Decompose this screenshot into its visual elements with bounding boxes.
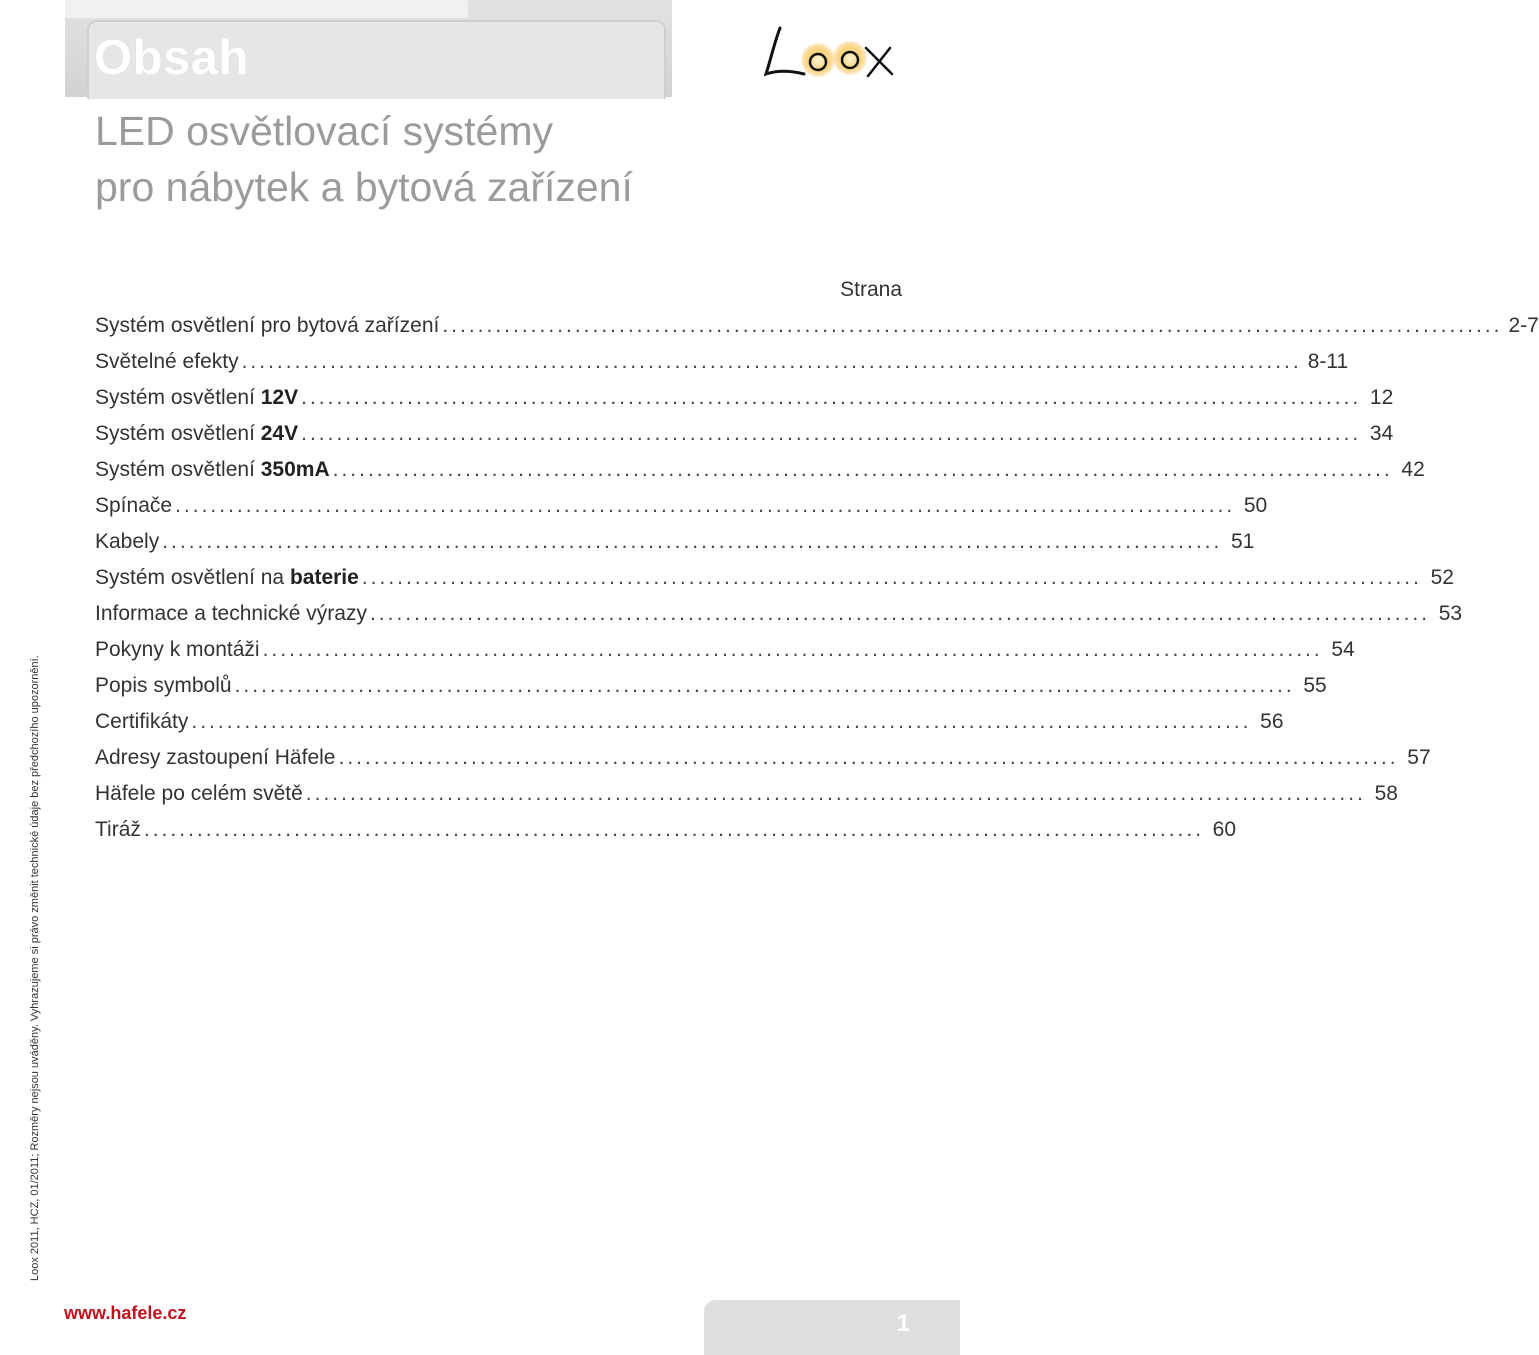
toc-entry-title-emphasis: 24V (260, 422, 299, 445)
page-number: 1 (896, 1310, 910, 1337)
toc-dot-leader: ........................................................................................................................ (301, 386, 1362, 409)
toc-dot-leader: ........................................................................................................................ (305, 782, 1366, 805)
toc-entry-title-text: Pokyny k montáži (95, 638, 260, 661)
toc-entry[interactable] (95, 416, 1394, 452)
toc-entry-title (95, 452, 330, 488)
toc-entry-title (95, 776, 303, 812)
toc-entry-title (95, 524, 159, 560)
toc-entry-page: 58 (1374, 782, 1398, 805)
toc-entry-title-emphasis: 350mA (260, 458, 330, 481)
toc-entry-title-text: Häfele po celém světě (95, 782, 303, 805)
toc-entry-title (95, 488, 172, 524)
loox-logo-icon (758, 22, 898, 82)
toc-entry-title-text: Systém osvětlení (95, 386, 261, 409)
toc-entry-page: 60 (1212, 818, 1237, 841)
toc-entry-page: 2-7 (1508, 314, 1539, 337)
toc-entry-title-text: Světelné efekty (95, 350, 239, 373)
toc-entry-page: 56 (1260, 710, 1284, 733)
toc-dot-leader: ........................................................................................................................ (262, 638, 1323, 661)
page-title-line2: pro nábytek a bytová zařízení (95, 164, 633, 210)
toc-dot-leader: ........................................................................................................................ (442, 314, 1503, 337)
toc-entry-page: 54 (1331, 638, 1355, 661)
toc-entry-title-text: Systém osvětlení pro bytová zařízení (95, 314, 440, 337)
toc-entry-title-text: Adresy zastoupení Häfele (95, 746, 336, 769)
toc-entry-title (95, 308, 439, 344)
toc-entry-title (95, 632, 260, 668)
toc-dot-leader: ........................................................................................................................ (234, 674, 1295, 697)
toc-entry-title-text: Systém osvětlení na (95, 566, 290, 589)
toc-dot-leader: ........................................................................................................................ (332, 458, 1393, 481)
toc-entry-title (95, 812, 141, 848)
page-number-box (704, 1300, 960, 1355)
toc-entry-title-text: Kabely (95, 530, 160, 553)
toc-dot-leader: ........................................................................................................................ (143, 818, 1205, 841)
loox-logo (758, 22, 898, 82)
toc-entry-page: 51 (1231, 530, 1255, 553)
toc-entry[interactable] (95, 776, 1398, 812)
website-link[interactable]: www.hafele.cz (64, 1303, 187, 1323)
toc-entry-title (95, 560, 359, 596)
toc-entry[interactable] (95, 452, 1425, 488)
toc-entry[interactable] (95, 308, 1539, 344)
toc-dot-leader: ........................................................................................................................ (241, 350, 1302, 373)
toc-entry-title (95, 344, 239, 380)
toc-entry[interactable] (95, 740, 1431, 776)
toc-dot-leader: ........................................................................................................................ (191, 710, 1252, 733)
section-heading: Obsah (94, 31, 249, 85)
toc-entry-title (95, 416, 298, 452)
toc-entry-page: 12 (1369, 386, 1394, 409)
toc-entry[interactable] (95, 524, 1255, 560)
toc-entry-page: 50 (1243, 494, 1268, 517)
toc-entry-title-emphasis: baterie (289, 566, 359, 589)
toc-entry[interactable] (95, 380, 1394, 416)
toc-dot-leader: ........................................................................................................................ (175, 494, 1236, 517)
toc-entry-title-text: Systém osvětlení (95, 458, 261, 481)
toc-entry-page: 57 (1407, 746, 1431, 769)
toc-entry-title (95, 380, 298, 416)
toc-entry[interactable] (95, 488, 1268, 524)
toc-entry-title (95, 668, 232, 704)
toc-entry-page: 8-11 (1307, 350, 1349, 373)
toc-entry[interactable] (95, 560, 1454, 596)
toc-entry-title-text: Tiráž (95, 818, 141, 841)
toc-entry-title (95, 596, 367, 632)
page-column-label: Strana (840, 278, 902, 301)
toc-dot-leader: ........................................................................................................................ (361, 566, 1422, 589)
table-of-contents (95, 308, 1539, 848)
toc-entry[interactable] (95, 812, 1237, 848)
page-title-line1: LED osvětlovací systémy (95, 108, 553, 154)
toc-entry[interactable] (95, 704, 1284, 740)
toc-entry-title-text: Certifikáty (95, 710, 189, 733)
toc-entry-title-text: Spínače (95, 494, 173, 517)
toc-entry-title (95, 704, 188, 740)
toc-entry[interactable] (95, 344, 1349, 380)
toc-entry-title-text: Systém osvětlení (95, 422, 261, 445)
toc-entry[interactable] (95, 596, 1463, 632)
toc-entry-page: 52 (1430, 566, 1454, 589)
toc-entry[interactable] (95, 668, 1327, 704)
toc-entry-page: 34 (1369, 422, 1394, 445)
side-note: Loox 2011, HCZ, 01/2011; Rozměry nejsou uváděny. Vyhrazujeme si právo změnit technické údaje bez předchozího upozornění. (29, 655, 41, 1281)
toc-dot-leader: ........................................................................................................................ (369, 602, 1431, 625)
page-title (95, 103, 633, 215)
toc-entry-page: 53 (1438, 602, 1463, 625)
toc-entry[interactable] (95, 632, 1355, 668)
toc-entry-page: 42 (1401, 458, 1425, 481)
header-strip (65, 0, 468, 18)
toc-entry-title-text: Informace a technické výrazy (95, 602, 367, 625)
toc-dot-leader: ........................................................................................................................ (301, 422, 1362, 445)
toc-dot-leader: ........................................................................................................................ (162, 530, 1223, 553)
toc-entry-title (95, 740, 335, 776)
toc-entry-title-text: Popis symbolů (95, 674, 232, 697)
toc-entry-page: 55 (1303, 674, 1327, 697)
toc-dot-leader: ........................................................................................................................ (338, 746, 1399, 769)
toc-entry-title-emphasis: 12V (260, 386, 299, 409)
